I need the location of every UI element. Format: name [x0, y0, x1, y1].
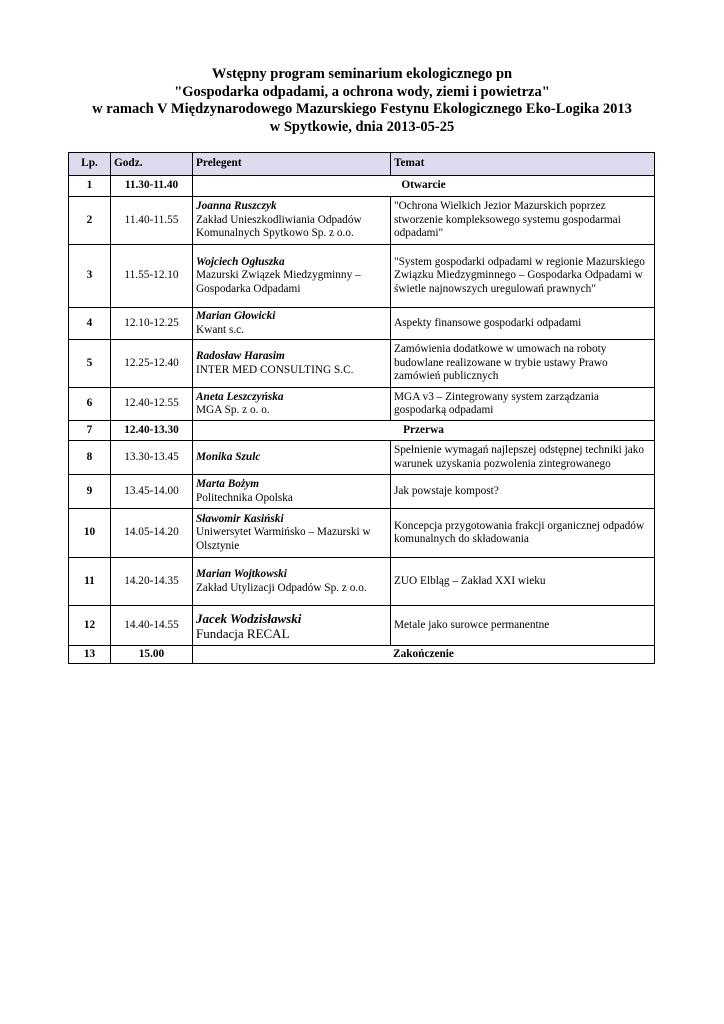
table-row — [69, 441, 655, 475]
row-time: 11.55-12.10 — [111, 245, 193, 308]
speaker-organization: Kwant s.c. — [196, 323, 245, 336]
speaker-name: Marta Bożym — [196, 478, 260, 490]
row-number: 6 — [69, 388, 111, 421]
row-time: 12.25-12.40 — [111, 340, 193, 388]
speaker-organization: Uniwersytet Warmińsko – Mazurski w Olsztynie — [196, 526, 371, 552]
row-number: 12 — [69, 606, 111, 646]
document-title — [40, 66, 684, 136]
row-topic: Metale jako surowce permanentne — [391, 606, 655, 646]
title-line-3: w ramach V Międzynarodowego Mazurskiego Festynu Ekologicznego Eko-Logika 2013 — [92, 101, 632, 117]
table-header-row — [69, 153, 655, 176]
row-speaker-cell — [193, 308, 391, 340]
row-number: 4 — [69, 308, 111, 340]
row-time: 15.00 — [111, 646, 193, 664]
row-topic: Zamówienia dodatkowe w umowach na roboty budowlane realizowane w trybie ustawy Prawo zamówień publicznych — [391, 340, 655, 388]
row-speaker-cell — [193, 606, 391, 646]
speaker-name: Radosław Harasim — [196, 350, 285, 362]
row-number: 10 — [69, 509, 111, 558]
speaker-name: Jacek Wodzisławski — [196, 610, 302, 626]
speaker-organization: Zakład Utylizacji Odpadów Sp. z o.o. — [196, 581, 367, 594]
row-speaker-cell — [193, 388, 391, 421]
column-header-topic: Temat — [391, 153, 655, 176]
row-time: 14.20-14.35 — [111, 558, 193, 606]
row-event: Otwarcie — [193, 176, 655, 197]
column-header-time: Godz. — [111, 153, 193, 176]
table-row — [69, 197, 655, 245]
row-number: 8 — [69, 441, 111, 475]
column-header-lp: Lp. — [69, 153, 111, 176]
title-line-4: w Spytkowie, dnia 2013-05-25 — [269, 118, 455, 135]
row-topic: Aspekty finansowe gospodarki odpadami — [391, 308, 655, 340]
speaker-name: Wojciech Ogłuszka — [196, 255, 285, 268]
row-number: 11 — [69, 558, 111, 606]
row-time: 11.30-11.40 — [111, 176, 193, 197]
speaker-organization: Fundacja RECAL — [196, 625, 290, 641]
column-header-speaker: Prelegent — [193, 153, 391, 176]
row-topic: "System gospodarki odpadami w regionie Mazurskiego Związku Miedzygminnego – Gospodarka Odpadami w świetle najnowszych uregulowań prawnych" — [391, 245, 655, 308]
speaker-organization: Mazurski Związek Miedzygminny – Gospodarka Odpadami — [196, 269, 361, 295]
schedule-table — [68, 152, 655, 664]
row-speaker-cell — [193, 441, 391, 475]
row-time: 11.40-11.55 — [111, 197, 193, 245]
row-event: Zakończenie — [193, 646, 655, 664]
row-topic: "Ochrona Wielkich Jezior Mazurskich poprzez stworzenie kompleksowego systemu gospodarmai odpadami" — [391, 197, 655, 245]
table-row — [69, 509, 655, 558]
row-speaker-cell — [193, 558, 391, 606]
speaker-organization: Politechnika Opolska — [196, 491, 293, 504]
speaker-name: Sławomir Kasiński — [196, 512, 284, 525]
row-time: 12.10-12.25 — [111, 308, 193, 340]
table-row — [69, 646, 655, 664]
speaker-name: Monika Szulc — [196, 450, 261, 463]
row-event: Przerwa — [193, 421, 655, 441]
row-number: 7 — [69, 421, 111, 441]
row-speaker-cell — [193, 509, 391, 558]
speaker-organization: Zakład Unieszkodliwiania Odpadów Komunalnych Spytkowo Sp. z o.o. — [196, 213, 362, 240]
row-topic: Spełnienie wymagań najlepszej odstępnej techniki jako warunek uzyskania pozwolenia zintegrowanego — [391, 441, 655, 475]
row-number: 1 — [69, 176, 111, 197]
row-number: 2 — [69, 197, 111, 245]
row-time: 12.40-12.55 — [111, 388, 193, 421]
table-row — [69, 606, 655, 646]
row-time: 12.40-13.30 — [111, 421, 193, 441]
row-speaker-cell — [193, 245, 391, 308]
speaker-name: Aneta Leszczyńska — [196, 390, 284, 403]
row-number: 3 — [69, 245, 111, 308]
title-line-1: Wstępny program seminarium ekologicznego pn — [211, 66, 513, 82]
speaker-name: Joanna Ruszczyk — [196, 200, 277, 213]
title-line-2: "Gospodarka odpadami, a ochrona wody, ziemi i powietrza" — [174, 83, 550, 100]
row-number: 13 — [69, 646, 111, 664]
row-time: 13.30-13.45 — [111, 441, 193, 475]
table-row — [69, 421, 655, 441]
row-topic: Jak powstaje kompost? — [391, 475, 655, 509]
speaker-name: Marian Wojtkowski — [196, 568, 287, 580]
row-topic: MGA v3 – Zintegrowany system zarządzania gospodarką odpadami — [391, 388, 655, 421]
speaker-name: Marian Głowicki — [196, 310, 276, 322]
table-row — [69, 558, 655, 606]
table-row — [69, 340, 655, 388]
table-row — [69, 245, 655, 308]
row-time: 14.05-14.20 — [111, 509, 193, 558]
speaker-organization: INTER MED CONSULTING S.C. — [196, 363, 354, 376]
row-topic: ZUO Elbląg – Zakład XXI wieku — [391, 558, 655, 606]
row-time: 13.45-14.00 — [111, 475, 193, 509]
row-number: 5 — [69, 340, 111, 388]
row-speaker-cell — [193, 197, 391, 245]
table-row — [69, 475, 655, 509]
table-row — [69, 388, 655, 421]
row-time: 14.40-14.55 — [111, 606, 193, 646]
row-number: 9 — [69, 475, 111, 509]
speaker-organization: MGA Sp. z o. o. — [196, 404, 270, 416]
table-row — [69, 308, 655, 340]
table-row — [69, 176, 655, 197]
row-topic: Koncepcja przygotowania frakcji organicznej odpadów komunalnych do składowania — [391, 509, 655, 558]
row-speaker-cell — [193, 340, 391, 388]
row-speaker-cell — [193, 475, 391, 509]
